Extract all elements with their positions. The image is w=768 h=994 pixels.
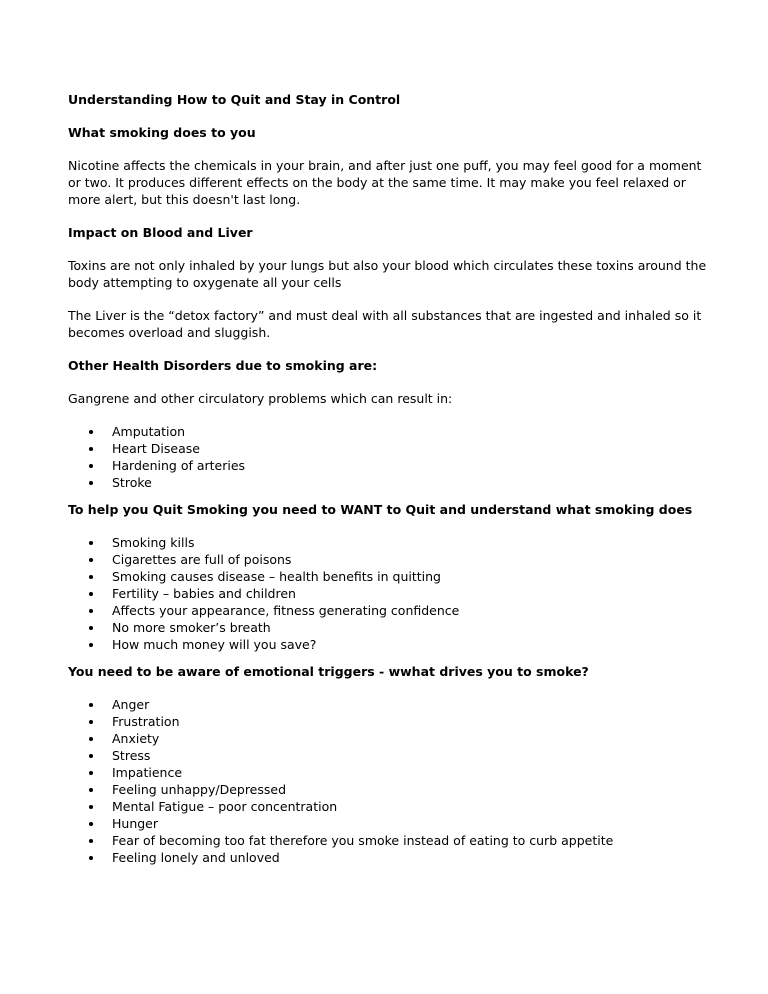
list-item-text: Cigarettes are full of poisons xyxy=(112,552,292,567)
list-item xyxy=(68,440,708,457)
document-title: Understanding How to Quit and Stay in Control xyxy=(68,92,401,107)
bullet-icon xyxy=(89,592,93,596)
bullet-list xyxy=(68,534,708,653)
bullet-icon xyxy=(89,430,93,434)
list-item xyxy=(68,423,708,440)
bullet-icon xyxy=(89,575,93,579)
section-intro: Gangrene and other circulatory problems which can result in: xyxy=(68,391,453,406)
list-item xyxy=(68,747,708,764)
list-item xyxy=(68,696,708,713)
list-item xyxy=(68,602,708,619)
list-item xyxy=(68,764,708,781)
bullet-list xyxy=(68,423,708,491)
list-item-text: Anxiety xyxy=(112,731,160,746)
list-item xyxy=(68,832,708,849)
list-item-text: Impatience xyxy=(112,765,183,780)
section-paragraph: The Liver is the “detox factory” and must deal with all substances that are ingested and inhaled so it becomes overload and sluggish. xyxy=(68,308,702,340)
list-item xyxy=(68,551,708,568)
list-item xyxy=(68,849,708,866)
list-item xyxy=(68,534,708,551)
list-item xyxy=(68,713,708,730)
list-item xyxy=(68,457,708,474)
section-heading: Other Health Disorders due to smoking are: xyxy=(68,358,378,373)
bullet-icon xyxy=(89,805,93,809)
bullet-icon xyxy=(89,788,93,792)
bullet-icon xyxy=(89,754,93,758)
bullet-icon xyxy=(89,643,93,647)
section-heading: What smoking does to you xyxy=(68,125,256,140)
bullet-icon xyxy=(89,856,93,860)
list-item-text: Affects your appearance, fitness generating confidence xyxy=(112,603,460,618)
list-item xyxy=(68,781,708,798)
bullet-icon xyxy=(89,609,93,613)
bullet-icon xyxy=(89,720,93,724)
list-item-text: How much money will you save? xyxy=(112,637,317,652)
list-item-text: Hunger xyxy=(112,816,159,831)
list-item xyxy=(68,636,708,653)
section-emotional-triggers xyxy=(68,663,708,866)
bullet-icon xyxy=(89,626,93,630)
bullet-list xyxy=(68,696,708,866)
section-paragraph: Nicotine affects the chemicals in your brain, and after just one puff, you may feel good for a moment or two. It produces different effects on the body at the same time. It may make you feel relaxed or more alert, but this doesn't last long. xyxy=(68,158,702,207)
list-item-text: Hardening of arteries xyxy=(112,458,246,473)
list-item-text: Amputation xyxy=(112,424,186,439)
list-item xyxy=(68,798,708,815)
list-item-text: Heart Disease xyxy=(112,441,200,456)
list-item-text: Anger xyxy=(112,697,150,712)
bullet-icon xyxy=(89,541,93,545)
list-item-text: Smoking kills xyxy=(112,535,195,550)
list-item-text: Stroke xyxy=(112,475,152,490)
document-page xyxy=(68,91,708,876)
bullet-icon xyxy=(89,447,93,451)
section-what-smoking-does xyxy=(68,124,708,208)
list-item xyxy=(68,619,708,636)
list-item xyxy=(68,815,708,832)
list-item-text: Fear of becoming too fat therefore you smoke instead of eating to curb appetite xyxy=(112,833,614,848)
bullet-icon xyxy=(89,703,93,707)
list-item-text: Stress xyxy=(112,748,151,763)
bullet-icon xyxy=(89,771,93,775)
section-want-to-quit xyxy=(68,501,708,653)
bullet-icon xyxy=(89,737,93,741)
list-item xyxy=(68,585,708,602)
section-paragraph: Toxins are not only inhaled by your lungs but also your blood which circulates these toxins around the body attempting to oxygenate all your cells xyxy=(68,258,707,290)
list-item-text: Fertility – babies and children xyxy=(112,586,296,601)
list-item-text: Mental Fatigue – poor concentration xyxy=(112,799,338,814)
bullet-icon xyxy=(89,464,93,468)
section-heading: Impact on Blood and Liver xyxy=(68,225,253,240)
list-item-text: No more smoker’s breath xyxy=(112,620,271,635)
list-item-text: Feeling unhappy/Depressed xyxy=(112,782,287,797)
bullet-icon xyxy=(89,481,93,485)
bullet-icon xyxy=(89,839,93,843)
list-item-text: Feeling lonely and unloved xyxy=(112,850,280,865)
bullet-icon xyxy=(89,822,93,826)
section-health-disorders xyxy=(68,357,708,491)
section-heading: You need to be aware of emotional triggers - wwhat drives you to smoke? xyxy=(68,664,589,679)
list-item-text: Frustration xyxy=(112,714,180,729)
section-blood-and-liver xyxy=(68,224,708,341)
list-item xyxy=(68,474,708,491)
section-heading: To help you Quit Smoking you need to WANT to Quit and understand what smoking does xyxy=(68,502,693,517)
list-item xyxy=(68,730,708,747)
list-item-text: Smoking causes disease – health benefits in quitting xyxy=(112,569,441,584)
bullet-icon xyxy=(89,558,93,562)
list-item xyxy=(68,568,708,585)
